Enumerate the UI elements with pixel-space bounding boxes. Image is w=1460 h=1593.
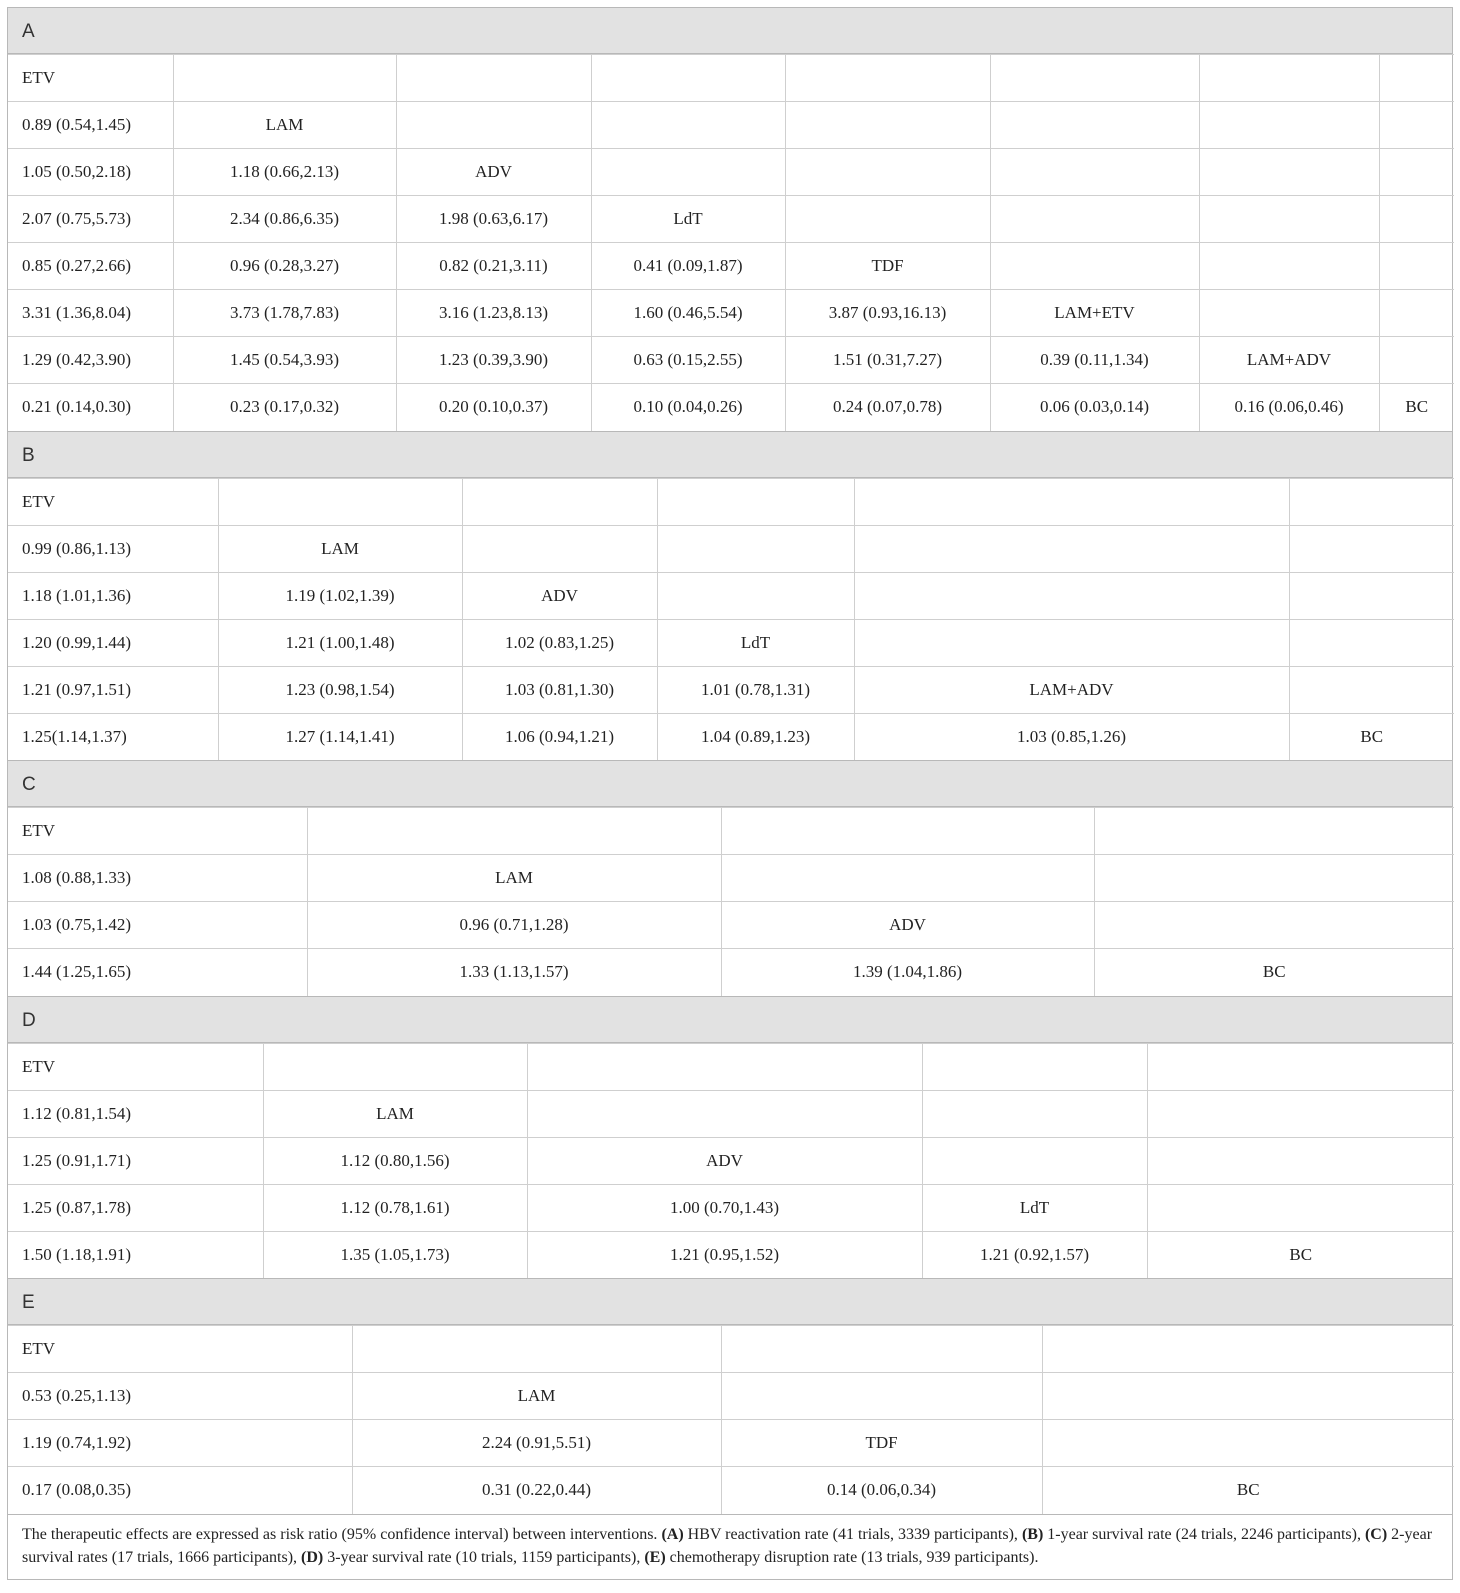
table-cell	[785, 102, 990, 149]
table-cell: 0.85 (0.27,2.66)	[8, 243, 173, 290]
table-row	[8, 619, 1454, 666]
footnote-text-e: chemotherapy disruption rate (13 trials, 939 participants).	[665, 1548, 1039, 1566]
table-cell: 1.29 (0.42,3.90)	[8, 337, 173, 384]
table-cell	[263, 1043, 527, 1090]
table-cell	[922, 1090, 1147, 1137]
table-cell	[922, 1137, 1147, 1184]
table-cell	[657, 525, 854, 572]
table-cell: 1.23 (0.39,3.90)	[396, 337, 591, 384]
table-cell: 0.16 (0.06,0.46)	[1199, 384, 1379, 431]
table-row	[8, 1326, 1454, 1373]
section-header: A	[8, 7, 1452, 54]
table-cell	[1379, 102, 1454, 149]
table-cell: 0.39 (0.11,1.34)	[990, 337, 1199, 384]
table-cell	[990, 243, 1199, 290]
table-cell: 0.06 (0.03,0.14)	[990, 384, 1199, 431]
table-cell	[1379, 243, 1454, 290]
table-cell	[1379, 149, 1454, 196]
table-cell: 0.96 (0.28,3.27)	[173, 243, 396, 290]
table-cell: 1.20 (0.99,1.44)	[8, 619, 218, 666]
table-cell: 1.19 (1.02,1.39)	[218, 572, 462, 619]
table-cell: 1.08 (0.88,1.33)	[8, 855, 307, 902]
table-cell: 1.21 (0.92,1.57)	[922, 1231, 1147, 1278]
section-c	[7, 760, 1453, 996]
table-cell: 1.33 (1.13,1.57)	[307, 949, 721, 996]
table-cell: BC	[1147, 1231, 1454, 1278]
table-cell	[218, 478, 462, 525]
table-cell	[591, 149, 785, 196]
table-cell: LAM	[352, 1373, 721, 1420]
section-header: B	[8, 431, 1452, 478]
footnote-tag-d: (D)	[301, 1548, 324, 1566]
table-row	[8, 713, 1454, 760]
table-row	[8, 949, 1454, 996]
matrix-table	[8, 1043, 1454, 1279]
table-cell: ETV	[8, 478, 218, 525]
table-row	[8, 902, 1454, 949]
table-cell: 1.18 (0.66,2.13)	[173, 149, 396, 196]
table-cell	[854, 525, 1289, 572]
table-cell	[307, 808, 721, 855]
table-row	[8, 102, 1454, 149]
table-cell: 1.03 (0.81,1.30)	[462, 666, 657, 713]
table-cell: 3.73 (1.78,7.83)	[173, 290, 396, 337]
section-b	[7, 431, 1453, 761]
footnote-text-b: 1-year survival rate (24 trials, 2246 participants),	[1043, 1525, 1365, 1543]
table-cell: ETV	[8, 1043, 263, 1090]
table-cell: 0.23 (0.17,0.32)	[173, 384, 396, 431]
table-row	[8, 149, 1454, 196]
league-table	[7, 7, 1453, 1580]
table-cell: LAM	[307, 855, 721, 902]
table-cell	[1094, 808, 1454, 855]
section-header: C	[8, 760, 1452, 807]
table-cell	[854, 619, 1289, 666]
table-cell	[854, 572, 1289, 619]
table-cell: BC	[1042, 1467, 1454, 1514]
table-cell	[785, 55, 990, 102]
section-header: E	[8, 1278, 1452, 1325]
table-cell: 0.82 (0.21,3.11)	[396, 243, 591, 290]
table-cell	[1289, 525, 1454, 572]
table-cell: BC	[1289, 713, 1454, 760]
table-cell	[657, 478, 854, 525]
table-cell: LAM+ETV	[990, 290, 1199, 337]
table-cell: 1.25(1.14,1.37)	[8, 713, 218, 760]
table-cell: 0.17 (0.08,0.35)	[8, 1467, 352, 1514]
table-cell: 1.03 (0.85,1.26)	[854, 713, 1289, 760]
table-row	[8, 1420, 1454, 1467]
table-cell: 3.16 (1.23,8.13)	[396, 290, 591, 337]
table-cell	[721, 855, 1094, 902]
table-cell	[721, 808, 1094, 855]
table-cell	[1147, 1043, 1454, 1090]
table-row	[8, 808, 1454, 855]
table-cell	[990, 55, 1199, 102]
table-cell	[396, 55, 591, 102]
table-cell	[352, 1326, 721, 1373]
table-cell	[721, 1373, 1042, 1420]
table-cell: LAM+ADV	[1199, 337, 1379, 384]
table-cell: 1.19 (0.74,1.92)	[8, 1420, 352, 1467]
table-cell: 1.44 (1.25,1.65)	[8, 949, 307, 996]
table-cell	[1094, 902, 1454, 949]
table-cell	[173, 55, 396, 102]
table-cell: LdT	[591, 196, 785, 243]
table-cell: BC	[1094, 949, 1454, 996]
table-cell: 3.31 (1.36,8.04)	[8, 290, 173, 337]
table-row	[8, 1043, 1454, 1090]
table-cell	[657, 572, 854, 619]
table-cell	[1199, 55, 1379, 102]
table-cell: 2.24 (0.91,5.51)	[352, 1420, 721, 1467]
table-cell	[1042, 1420, 1454, 1467]
table-cell: 0.31 (0.22,0.44)	[352, 1467, 721, 1514]
table-row	[8, 1184, 1454, 1231]
table-cell: 1.25 (0.91,1.71)	[8, 1137, 263, 1184]
table-cell	[1147, 1137, 1454, 1184]
table-cell: 1.18 (1.01,1.36)	[8, 572, 218, 619]
table-cell: 1.02 (0.83,1.25)	[462, 619, 657, 666]
matrix-table	[8, 478, 1454, 761]
table-row	[8, 290, 1454, 337]
table-cell: 2.34 (0.86,6.35)	[173, 196, 396, 243]
table-cell: ADV	[396, 149, 591, 196]
table-cell	[462, 478, 657, 525]
table-cell	[1147, 1090, 1454, 1137]
table-cell	[462, 525, 657, 572]
table-row	[8, 1467, 1454, 1514]
table-cell: 1.12 (0.80,1.56)	[263, 1137, 527, 1184]
footnote-tag-a: (A)	[661, 1525, 684, 1543]
footnote-text-c: 2-year survival rates (17 trials, 1666 participants),	[22, 1525, 1433, 1566]
table-cell: LAM	[263, 1090, 527, 1137]
table-cell: 2.07 (0.75,5.73)	[8, 196, 173, 243]
table-cell	[1199, 196, 1379, 243]
table-cell: 3.87 (0.93,16.13)	[785, 290, 990, 337]
table-cell: 1.25 (0.87,1.78)	[8, 1184, 263, 1231]
table-cell: ADV	[462, 572, 657, 619]
table-cell	[1289, 572, 1454, 619]
table-row	[8, 525, 1454, 572]
section-e	[7, 1278, 1453, 1514]
footnote-text-d: 3-year survival rate (10 trials, 1159 participants),	[323, 1548, 645, 1566]
table-row	[8, 855, 1454, 902]
table-row	[8, 243, 1454, 290]
matrix-table	[8, 54, 1454, 431]
table-cell: 1.98 (0.63,6.17)	[396, 196, 591, 243]
table-cell: BC	[1379, 384, 1454, 431]
table-cell: 1.23 (0.98,1.54)	[218, 666, 462, 713]
footnote-tag-b: (B)	[1021, 1525, 1044, 1543]
table-cell: TDF	[721, 1420, 1042, 1467]
table-cell: 1.21 (1.00,1.48)	[218, 619, 462, 666]
table-cell: 1.05 (0.50,2.18)	[8, 149, 173, 196]
table-cell	[396, 102, 591, 149]
section-a	[7, 7, 1453, 431]
table-row	[8, 196, 1454, 243]
table-cell: 1.06 (0.94,1.21)	[462, 713, 657, 760]
table-cell: ETV	[8, 55, 173, 102]
table-cell	[1094, 855, 1454, 902]
table-cell	[591, 55, 785, 102]
table-cell: 1.21 (0.97,1.51)	[8, 666, 218, 713]
table-row	[8, 478, 1454, 525]
table-row	[8, 384, 1454, 431]
table-row	[8, 1373, 1454, 1420]
table-cell: 0.99 (0.86,1.13)	[8, 525, 218, 572]
table-cell: 1.39 (1.04,1.86)	[721, 949, 1094, 996]
table-cell	[854, 478, 1289, 525]
table-cell: 0.14 (0.06,0.34)	[721, 1467, 1042, 1514]
table-cell	[1042, 1373, 1454, 1420]
table-cell: 1.04 (0.89,1.23)	[657, 713, 854, 760]
table-cell	[990, 149, 1199, 196]
table-cell: 0.96 (0.71,1.28)	[307, 902, 721, 949]
table-cell	[1199, 149, 1379, 196]
table-cell: LdT	[657, 619, 854, 666]
table-cell	[990, 102, 1199, 149]
table-cell: TDF	[785, 243, 990, 290]
table-cell: ADV	[721, 902, 1094, 949]
table-cell: 0.53 (0.25,1.13)	[8, 1373, 352, 1420]
table-cell	[1199, 243, 1379, 290]
table-cell	[527, 1090, 922, 1137]
table-cell: 0.10 (0.04,0.26)	[591, 384, 785, 431]
table-cell: ADV	[527, 1137, 922, 1184]
table-row	[8, 1231, 1454, 1278]
table-row	[8, 1137, 1454, 1184]
table-cell: 0.41 (0.09,1.87)	[591, 243, 785, 290]
table-row	[8, 572, 1454, 619]
table-cell: 1.45 (0.54,3.93)	[173, 337, 396, 384]
table-cell: 1.51 (0.31,7.27)	[785, 337, 990, 384]
table-cell: LdT	[922, 1184, 1147, 1231]
table-cell: 1.00 (0.70,1.43)	[527, 1184, 922, 1231]
table-cell	[1147, 1184, 1454, 1231]
section-header: D	[8, 996, 1452, 1043]
table-cell	[1379, 290, 1454, 337]
table-cell	[1379, 55, 1454, 102]
table-cell	[1379, 196, 1454, 243]
table-footnote	[7, 1514, 1453, 1580]
table-cell	[591, 102, 785, 149]
table-row	[8, 337, 1454, 384]
table-cell: ETV	[8, 808, 307, 855]
table-cell	[785, 149, 990, 196]
matrix-table	[8, 1325, 1454, 1514]
footnote-intro: The therapeutic effects are expressed as risk ratio (95% confidence interval) between interventions.	[22, 1525, 662, 1543]
table-cell	[1199, 102, 1379, 149]
section-d	[7, 996, 1453, 1279]
table-cell	[1379, 337, 1454, 384]
table-cell	[1042, 1326, 1454, 1373]
table-cell: 1.35 (1.05,1.73)	[263, 1231, 527, 1278]
table-cell	[527, 1043, 922, 1090]
footnote-tag-c: (C)	[1364, 1525, 1388, 1543]
table-cell: LAM	[218, 525, 462, 572]
table-cell: 0.63 (0.15,2.55)	[591, 337, 785, 384]
table-cell: 1.03 (0.75,1.42)	[8, 902, 307, 949]
table-row	[8, 1090, 1454, 1137]
table-cell: 1.12 (0.81,1.54)	[8, 1090, 263, 1137]
table-cell	[1199, 290, 1379, 337]
table-cell: LAM+ADV	[854, 666, 1289, 713]
table-cell	[1289, 478, 1454, 525]
table-cell: 1.27 (1.14,1.41)	[218, 713, 462, 760]
table-row	[8, 666, 1454, 713]
table-cell: 1.01 (0.78,1.31)	[657, 666, 854, 713]
table-cell	[922, 1043, 1147, 1090]
table-cell: ETV	[8, 1326, 352, 1373]
table-cell	[721, 1326, 1042, 1373]
matrix-table	[8, 807, 1454, 996]
table-cell	[785, 196, 990, 243]
table-cell: 0.24 (0.07,0.78)	[785, 384, 990, 431]
table-cell: 1.21 (0.95,1.52)	[527, 1231, 922, 1278]
footnote-tag-e: (E)	[644, 1548, 666, 1566]
table-cell: 0.21 (0.14,0.30)	[8, 384, 173, 431]
table-cell: 1.50 (1.18,1.91)	[8, 1231, 263, 1278]
footnote-text-a: HBV reactivation rate (41 trials, 3339 participants),	[683, 1525, 1022, 1543]
table-cell: 0.89 (0.54,1.45)	[8, 102, 173, 149]
table-cell	[1289, 619, 1454, 666]
table-cell: LAM	[173, 102, 396, 149]
table-cell	[1289, 666, 1454, 713]
table-cell: 0.20 (0.10,0.37)	[396, 384, 591, 431]
table-cell: 1.60 (0.46,5.54)	[591, 290, 785, 337]
table-cell	[990, 196, 1199, 243]
table-row	[8, 55, 1454, 102]
table-cell: 1.12 (0.78,1.61)	[263, 1184, 527, 1231]
